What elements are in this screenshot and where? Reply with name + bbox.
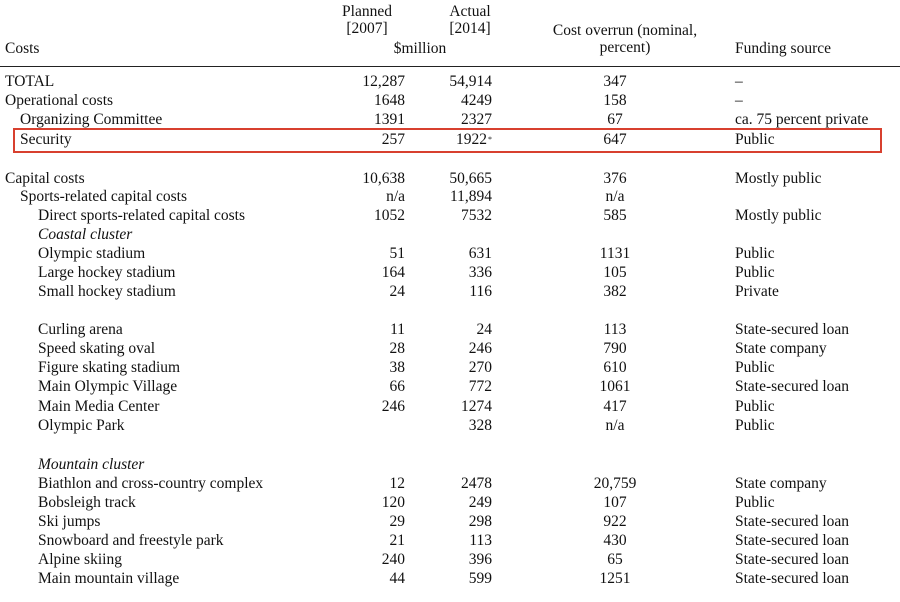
- row-planned: 1648: [374, 92, 405, 109]
- row-label: Curling arena: [38, 321, 123, 338]
- header-costs: Costs: [5, 40, 40, 57]
- row-label: Large hockey stadium: [38, 264, 176, 281]
- row-funding: Public: [735, 264, 775, 281]
- header-overrun: [530, 22, 720, 56]
- row-funding: State-secured loan: [735, 551, 850, 568]
- row-label: Bobsleigh track: [38, 494, 136, 511]
- row-overrun: 430: [603, 532, 627, 549]
- row-label: Speed skating oval: [38, 340, 156, 357]
- row-overrun: 417: [603, 398, 627, 415]
- row-label: Snowboard and freestyle park: [38, 532, 224, 549]
- footnote-mark: *: [488, 135, 492, 144]
- row-actual: 116: [469, 283, 492, 300]
- table-row: [0, 397, 900, 416]
- row-label: Main Olympic Village: [38, 378, 178, 395]
- row-overrun: 585: [603, 207, 627, 224]
- table-row: [0, 282, 900, 301]
- row-actual: 2478: [461, 475, 492, 492]
- row-funding: State-secured loan: [735, 570, 850, 587]
- row-label: Direct sports-related capital costs: [38, 207, 246, 224]
- row-label: Ski jumps: [38, 513, 101, 530]
- row-planned: 257: [381, 131, 405, 148]
- row-funding: Mostly public: [735, 207, 822, 224]
- header-overrun-line1: Cost overrun (nominal,: [552, 22, 698, 39]
- row-overrun: 376: [603, 170, 627, 187]
- table-row-section: [0, 455, 900, 474]
- row-planned: 21: [389, 532, 405, 549]
- row-actual: 270: [468, 359, 492, 376]
- row-funding: Public: [735, 245, 775, 262]
- row-actual: 1274: [461, 398, 492, 415]
- row-label: Security: [20, 131, 72, 148]
- row-label: Small hockey stadium: [38, 283, 176, 300]
- row-label: Alpine skiing: [38, 551, 122, 568]
- row-funding: State company: [735, 475, 827, 492]
- table-row: [0, 91, 900, 110]
- table-row: [0, 263, 900, 282]
- row-overrun: 113: [603, 321, 627, 338]
- header-planned-label: Planned: [342, 3, 392, 20]
- row-planned: 44: [389, 570, 405, 587]
- row-funding: Mostly public: [735, 170, 822, 187]
- table-row: [0, 377, 900, 396]
- table-row: [0, 339, 900, 358]
- table-row: [0, 493, 900, 512]
- table-row: [0, 474, 900, 493]
- table-row: [0, 531, 900, 550]
- header-actual-label: Actual: [449, 3, 491, 20]
- header-unit: $million: [393, 40, 447, 57]
- row-overrun: 790: [603, 340, 627, 357]
- row-planned: 12: [389, 475, 405, 492]
- row-funding: Public: [735, 359, 775, 376]
- row-planned: 120: [381, 494, 405, 511]
- row-overrun: n/a: [605, 188, 625, 205]
- row-funding: –: [735, 92, 743, 109]
- table-row: [0, 320, 900, 339]
- row-actual: 11,894: [449, 188, 492, 205]
- row-planned: 164: [381, 264, 405, 281]
- row-planned: 28: [389, 340, 405, 357]
- header-actual-year: [2014]: [449, 20, 491, 37]
- row-planned: 1391: [374, 111, 405, 128]
- row-label: Main mountain village: [38, 570, 180, 587]
- row-planned: 246: [381, 398, 405, 415]
- table-row: [0, 244, 900, 263]
- row-funding: State-secured loan: [735, 532, 850, 549]
- row-funding: Public: [735, 398, 775, 415]
- row-actual: 54,914: [449, 73, 492, 90]
- row-overrun: 922: [603, 513, 627, 530]
- header-funding: Funding source: [735, 40, 832, 57]
- row-overrun: 67: [607, 111, 623, 128]
- table-row: [0, 569, 900, 588]
- row-actual: 396: [468, 551, 492, 568]
- row-overrun: 347: [603, 73, 627, 90]
- row-actual: 246: [468, 340, 492, 357]
- row-planned: 12,287: [362, 73, 405, 90]
- row-overrun: 20,759: [593, 475, 637, 492]
- row-overrun: 158: [603, 92, 627, 109]
- row-actual-value: 1922: [456, 131, 487, 148]
- table-row: [0, 72, 900, 91]
- row-funding: State-secured loan: [735, 321, 850, 338]
- row-actual: 336: [468, 264, 492, 281]
- row-actual: 7532: [461, 207, 492, 224]
- row-label: Organizing Committee: [20, 111, 163, 128]
- row-planned: 1052: [374, 207, 405, 224]
- row-planned: 11: [390, 321, 405, 338]
- row-funding: State-secured loan: [735, 378, 850, 395]
- row-funding: ca. 75 percent private: [735, 111, 869, 128]
- row-funding: State company: [735, 340, 827, 357]
- row-overrun: 65: [607, 551, 623, 568]
- header-overrun-line2: percent): [599, 39, 651, 56]
- row-planned: n/a: [386, 188, 405, 205]
- header-rule: [0, 66, 900, 67]
- row-overrun: 1251: [599, 570, 631, 587]
- row-actual: 328: [468, 417, 492, 434]
- header-actual: [440, 3, 500, 37]
- row-planned: 24: [389, 283, 405, 300]
- row-overrun: 1131: [599, 245, 631, 262]
- row-actual: 599: [468, 570, 492, 587]
- header-planned: [337, 3, 397, 37]
- row-actual: 249: [468, 494, 492, 511]
- section-label-coastal: Coastal cluster: [38, 226, 133, 243]
- row-funding: –: [735, 73, 743, 90]
- table-row: [0, 550, 900, 569]
- table-row: [0, 206, 900, 225]
- row-overrun: 107: [603, 494, 627, 511]
- section-label-mountain: Mountain cluster: [38, 456, 145, 473]
- row-planned: 51: [389, 245, 405, 262]
- row-actual: 298: [468, 513, 492, 530]
- row-funding: Public: [735, 494, 775, 511]
- row-funding: Private: [735, 283, 779, 300]
- header-planned-year: [2007]: [346, 20, 388, 37]
- row-label: Main Media Center: [38, 398, 160, 415]
- row-label: Biathlon and cross-country complex: [38, 475, 264, 492]
- row-funding: Public: [735, 417, 775, 434]
- row-overrun: n/a: [605, 417, 625, 434]
- row-label: Olympic stadium: [38, 245, 146, 262]
- row-actual: 4249: [461, 92, 492, 109]
- table-row: [0, 187, 900, 206]
- table-row-section: [0, 225, 900, 244]
- row-actual: 631: [468, 245, 492, 262]
- row-actual: 24: [476, 321, 492, 338]
- row-planned: 66: [389, 378, 405, 395]
- table-row: [0, 358, 900, 377]
- row-label: TOTAL: [5, 73, 55, 90]
- row-planned: 29: [389, 513, 405, 530]
- security-highlight-box: [13, 128, 882, 153]
- row-actual: 50,665: [449, 170, 492, 187]
- table-row: [0, 512, 900, 531]
- row-overrun: 382: [603, 283, 627, 300]
- row-funding: State-secured loan: [735, 513, 850, 530]
- row-overrun: 610: [603, 359, 627, 376]
- row-label: Olympic Park: [38, 417, 125, 434]
- row-overrun: 647: [603, 131, 627, 148]
- table-row: [0, 416, 900, 435]
- row-actual: 2327: [461, 111, 492, 128]
- row-overrun: 1061: [599, 378, 631, 395]
- row-planned: 240: [381, 551, 405, 568]
- row-label: Capital costs: [5, 170, 85, 187]
- row-actual: 772: [468, 378, 492, 395]
- row-overrun: 105: [603, 264, 627, 281]
- row-funding: Public: [735, 131, 775, 148]
- row-planned: 10,638: [362, 170, 405, 187]
- row-actual: 113: [469, 532, 492, 549]
- row-planned: 38: [389, 359, 405, 376]
- row-label: Operational costs: [5, 92, 114, 109]
- table-row: [0, 110, 900, 129]
- row-label: Sports-related capital costs: [20, 188, 188, 205]
- row-label: Figure skating stadium: [38, 359, 181, 376]
- table-row: [0, 169, 900, 188]
